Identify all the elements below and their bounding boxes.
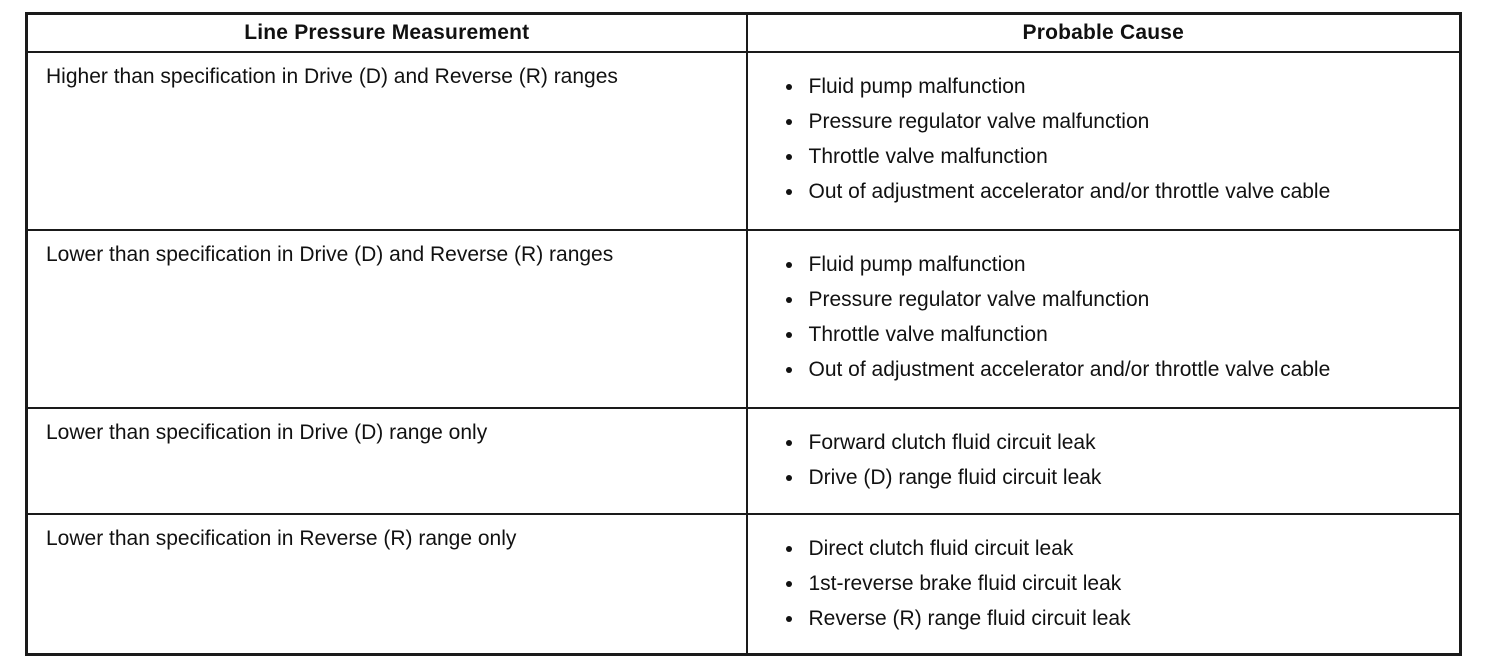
- cause-item: Pressure regulator valve malfunction: [783, 282, 1460, 317]
- cause-list: [783, 425, 1460, 495]
- cause-cell: [747, 52, 1461, 230]
- cause-cell: [747, 514, 1461, 655]
- cause-list: [783, 531, 1460, 636]
- cause-item: Direct clutch fluid circuit leak: [783, 531, 1460, 566]
- cause-item: Out of adjustment accelerator and/or throttle valve cable: [783, 174, 1460, 209]
- header-line-pressure-measurement: Line Pressure Measurement: [27, 14, 747, 53]
- cause-item: Throttle valve malfunction: [783, 317, 1460, 352]
- cause-item: Drive (D) range fluid circuit leak: [783, 460, 1460, 495]
- measurement-cell: Lower than specification in Drive (D) and Reverse (R) ranges: [27, 230, 747, 408]
- cause-item: Pressure regulator valve malfunction: [783, 104, 1460, 139]
- cause-cell: [747, 408, 1461, 514]
- header-row: [27, 14, 1461, 53]
- table-row: [27, 408, 1461, 514]
- cause-item: Forward clutch fluid circuit leak: [783, 425, 1460, 460]
- cause-item: Fluid pump malfunction: [783, 247, 1460, 282]
- cause-item: Throttle valve malfunction: [783, 139, 1460, 174]
- cause-cell: [747, 230, 1461, 408]
- header-probable-cause: Probable Cause: [747, 14, 1461, 53]
- table-row: [27, 230, 1461, 408]
- cause-list: [783, 69, 1460, 209]
- measurement-cell: Lower than specification in Drive (D) range only: [27, 408, 747, 514]
- cause-item: 1st-reverse brake fluid circuit leak: [783, 566, 1460, 601]
- cause-item: Fluid pump malfunction: [783, 69, 1460, 104]
- cause-list: [783, 247, 1460, 387]
- measurement-cell: Lower than specification in Reverse (R) range only: [27, 514, 747, 655]
- cause-item: Reverse (R) range fluid circuit leak: [783, 601, 1460, 636]
- table-row: [27, 52, 1461, 230]
- measurement-cell: Higher than specification in Drive (D) and Reverse (R) ranges: [27, 52, 747, 230]
- table-body: [27, 52, 1461, 655]
- table-header: [27, 14, 1461, 53]
- cause-item: Out of adjustment accelerator and/or throttle valve cable: [783, 352, 1460, 387]
- table-row: [27, 514, 1461, 655]
- line-pressure-diagnosis-table: [25, 12, 1462, 656]
